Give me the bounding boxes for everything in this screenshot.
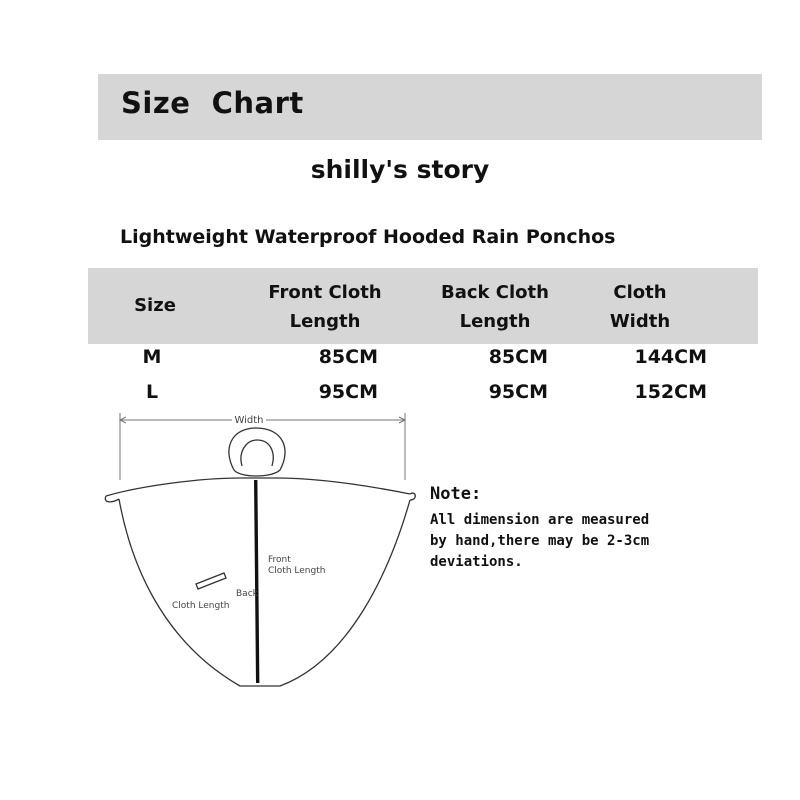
table-cell-front: 85CM — [318, 346, 378, 368]
width-label: Width — [234, 415, 264, 426]
header-width-line2: Width — [609, 311, 671, 332]
table-cell-back: 85CM — [488, 346, 548, 368]
front-label-2: Cloth Length — [268, 566, 326, 576]
poncho-outline — [105, 428, 415, 686]
table-cell-front: 95CM — [318, 381, 378, 403]
header-front-line2: Length — [289, 311, 361, 332]
brand-name: shilly's story — [310, 155, 490, 184]
note-line: All dimension are measured — [430, 512, 650, 528]
header-front-line1: Front Cloth — [268, 282, 382, 303]
chart-title: Size Chart — [121, 86, 304, 120]
table-cell-width: 152CM — [634, 381, 707, 403]
table-cell-back: 95CM — [488, 381, 548, 403]
note-line: by hand,there may be 2-3cm — [430, 533, 650, 549]
header-back-line1: Back Cloth — [441, 282, 549, 303]
cloth-length-label: Cloth Length — [172, 601, 230, 611]
header-width-line1: Cloth — [613, 282, 667, 303]
front-label-1: Front — [268, 555, 291, 565]
table-cell-size: M — [142, 346, 162, 368]
note-title: Note: — [430, 484, 482, 504]
table-cell-width: 144CM — [634, 346, 707, 368]
product-name: Lightweight Waterproof Hooded Rain Ponchos — [120, 226, 616, 248]
header-back-line2: Length — [459, 311, 531, 332]
table-cell-size: L — [145, 381, 159, 403]
back-label: Back — [236, 589, 258, 599]
note-line: deviations. — [430, 554, 523, 570]
header-size-line: Size — [134, 295, 176, 316]
